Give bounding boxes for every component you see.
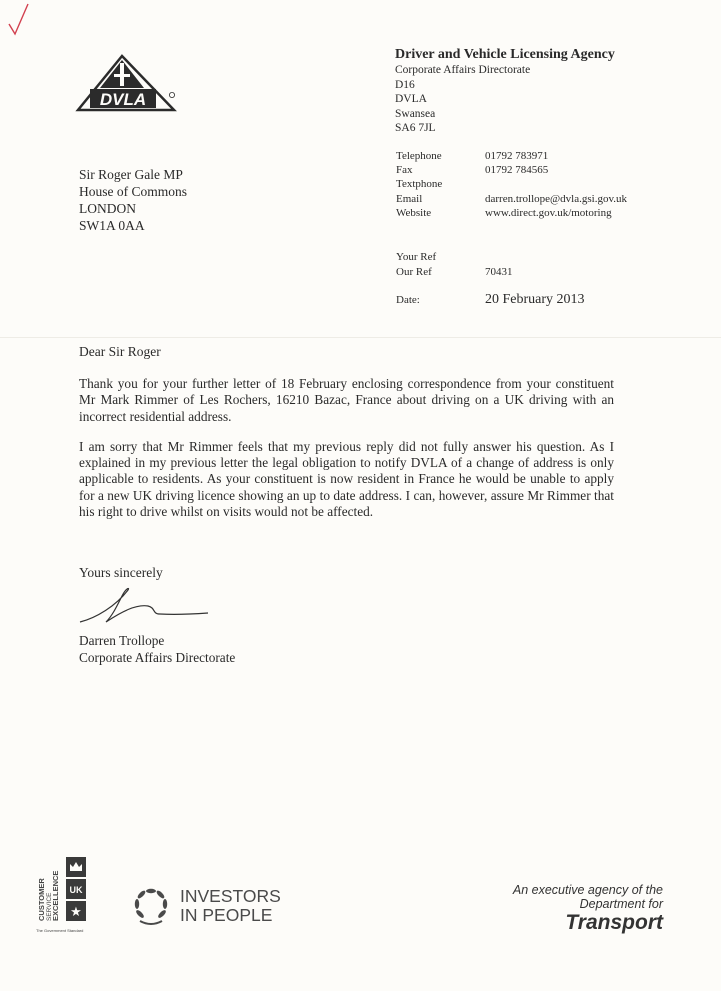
svg-text:CUSTOMER: CUSTOMER	[37, 878, 46, 921]
body-paragraph: Thank you for your further letter of 18 February enclosing correspondence from your constituent Mr Mark Rimmer of Les Rochers, 16210 Bazac, France about driving on a UK driving with an incorrect residential address.	[79, 376, 614, 424]
our-ref-row	[396, 265, 513, 280]
red-tick-mark	[6, 2, 32, 38]
laurel-wreath-icon	[130, 885, 172, 927]
cse-standard-caption: The Government Standard	[36, 928, 84, 933]
dft-line-3: Transport	[565, 911, 663, 934]
recipient-address	[79, 166, 187, 234]
salutation: Dear Sir Roger	[79, 344, 161, 359]
ref-label: Our Ref	[396, 265, 432, 278]
svg-text:EXCELLENCE: EXCELLENCE	[51, 870, 60, 921]
contact-label: Email	[396, 192, 423, 205]
fax-value: 01792 784565	[485, 164, 549, 177]
agency-address-block	[395, 46, 615, 136]
signer-name: Darren Trollope	[79, 633, 165, 648]
agency-address-line: SA6 7JL	[395, 122, 436, 134]
handwritten-signature	[76, 582, 216, 628]
contact-row-fax	[396, 163, 627, 177]
email-value: darren.trollope@dvla.gsi.gov.uk	[485, 192, 627, 205]
your-ref-row	[396, 250, 513, 265]
ref-label: Your Ref	[396, 251, 437, 263]
body-paragraph: I am sorry that Mr Rimmer feels that my previous reply did not fully answer his question. As I explained in my previous letter the legal obligation to notify DVLA of a change of address is only applicable to residents. As your constituent is now resident in France he would be unable to apply for a new UK driving licence showing an up to date address. I can, however, assure Mr Rimmer that his right to drive whilst on visits would not be affected.	[79, 438, 614, 520]
date-label: Date:	[396, 294, 420, 306]
agency-name: Driver and Vehicle Licensing Agency	[395, 47, 615, 62]
customer-service-excellence-logo	[36, 855, 88, 927]
closing: Yours sincerely	[79, 565, 163, 580]
dvla-logo-text: DVLA	[99, 90, 147, 109]
reference-block	[396, 250, 513, 279]
contact-row-textphone	[396, 177, 627, 191]
date-row	[396, 292, 585, 308]
contact-label: Website	[396, 206, 432, 219]
recipient-line: LONDON	[79, 201, 136, 216]
agency-address-line: DVLA	[395, 93, 427, 105]
recipient-line: House of Commons	[79, 184, 187, 199]
telephone-value: 01792 783971	[485, 150, 549, 162]
contact-row-email	[396, 192, 627, 206]
agency-address-line: Corporate Affairs Directorate	[395, 64, 531, 76]
agency-address-line: Swansea	[395, 107, 436, 120]
contact-label: Textphone	[396, 178, 443, 191]
website-value: www.direct.gov.uk/motoring	[485, 206, 612, 219]
contact-row-telephone	[396, 149, 627, 163]
fold-line	[0, 337, 721, 338]
agency-address-line: D16	[395, 78, 415, 91]
recipient-line: SW1A 0AA	[79, 218, 145, 233]
contact-label: Telephone	[396, 150, 442, 162]
contact-row-website	[396, 206, 627, 220]
dft-line-2: Department for	[579, 897, 663, 911]
contact-label: Fax	[396, 164, 413, 177]
contact-details	[396, 149, 627, 220]
dft-line-1: An executive agency of the	[512, 883, 663, 897]
recipient-line: Sir Roger Gale MP	[79, 167, 183, 182]
svg-text:UK: UK	[69, 885, 83, 895]
department-for-transport-logo	[513, 883, 663, 935]
our-ref-value: 70431	[485, 265, 513, 278]
svg-text:SERVICE: SERVICE	[46, 892, 53, 921]
date-value: 20 February 2013	[485, 292, 585, 307]
signer-block	[79, 632, 235, 666]
dvla-logo	[74, 54, 180, 112]
letter-body	[79, 376, 614, 534]
iip-line-2: IN PEOPLE	[180, 905, 273, 925]
iip-line-1: INVESTORS	[180, 886, 281, 906]
signer-title: Corporate Affairs Directorate	[79, 650, 236, 665]
svg-text:★: ★	[70, 905, 82, 920]
investors-in-people-logo	[130, 885, 281, 927]
